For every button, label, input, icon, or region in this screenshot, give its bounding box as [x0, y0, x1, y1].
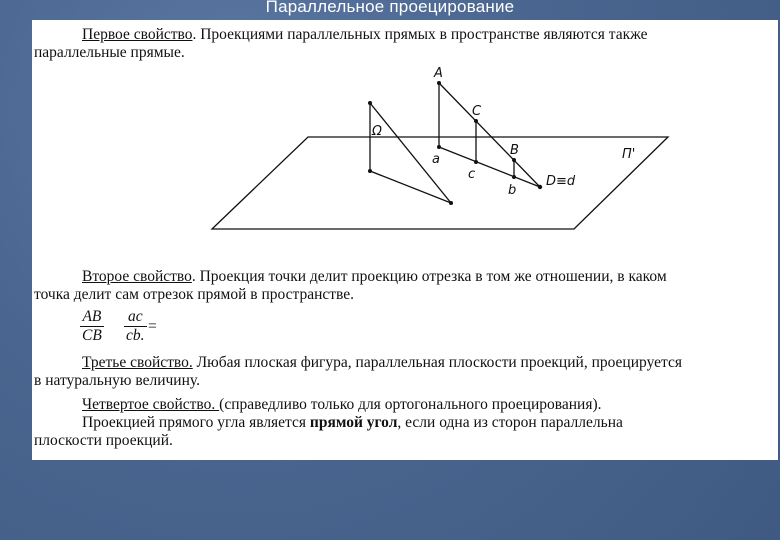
prop4-text-2-end: , если одна из сторон параллельна — [397, 414, 623, 431]
prop3-text-2: в натуральную величину. — [34, 372, 200, 389]
prop4-text-1: (справедливо только для ортогонального проецирования). — [219, 396, 602, 413]
prop3-heading: Третье свойство. — [82, 354, 193, 371]
label-B: B — [510, 143, 519, 158]
formula-left-den: CB — [82, 327, 102, 344]
projection-plane — [212, 137, 668, 229]
prop4-text-bold: прямой угол — [309, 414, 398, 431]
formula-right-fraction — [124, 308, 147, 345]
projection-diagram — [32, 60, 778, 290]
prop3-text-1: Любая плоская фигура, параллельная плоскости проекций, проецируется — [192, 354, 682, 371]
label-A: A — [434, 66, 443, 81]
formula-right-num: ac — [124, 308, 147, 327]
label-a: a — [432, 152, 440, 167]
label-c: c — [468, 167, 476, 182]
point-B — [512, 158, 516, 162]
prop1-line1 — [82, 26, 648, 44]
label-D: D≡d — [546, 174, 576, 189]
formula-equals: = — [148, 318, 157, 335]
point-D — [538, 185, 542, 189]
prop4-line2 — [82, 414, 623, 432]
prop2-heading: Второе свойство — [82, 268, 192, 285]
prop4-text-2: Проекцией прямого угла является — [82, 414, 310, 431]
formula-left-num: AB — [80, 308, 104, 327]
prop2-text-2: точка делит сам отрезок прямой в пространстве. — [34, 286, 355, 303]
label-plane: П' — [622, 147, 636, 162]
label-C: C — [472, 104, 482, 119]
prop4-line1 — [82, 396, 602, 414]
prop1-text-2: параллельные прямые. — [34, 44, 185, 61]
prop4-text-3: плоскости проекций. — [34, 432, 173, 449]
prop1-heading: Первое свойство — [82, 26, 193, 43]
formula-left-fraction — [80, 308, 104, 345]
prop2-line1 — [82, 268, 667, 286]
line-ad — [439, 147, 540, 187]
label-omega: Ω — [372, 124, 382, 139]
line-AD — [439, 83, 540, 187]
prop2-text-1: . Проекция точки делит проекцию отрезка в том же отношении, в каком — [191, 268, 667, 285]
formula-right-den: cb. — [126, 327, 145, 344]
point-C — [474, 119, 478, 123]
point-c — [474, 160, 478, 164]
point-b — [512, 175, 516, 179]
content-panel — [32, 20, 778, 460]
prop3-line1 — [82, 354, 682, 372]
point-A — [437, 81, 441, 85]
point-a — [437, 145, 441, 149]
prop4-heading: Четвертое свойство. — [82, 396, 220, 413]
slide-title: Параллельное проецирование — [265, 0, 515, 16]
prop1-text-1: . Проекциями параллельных прямых в пространстве являются также — [192, 26, 648, 43]
label-b: b — [508, 183, 517, 198]
